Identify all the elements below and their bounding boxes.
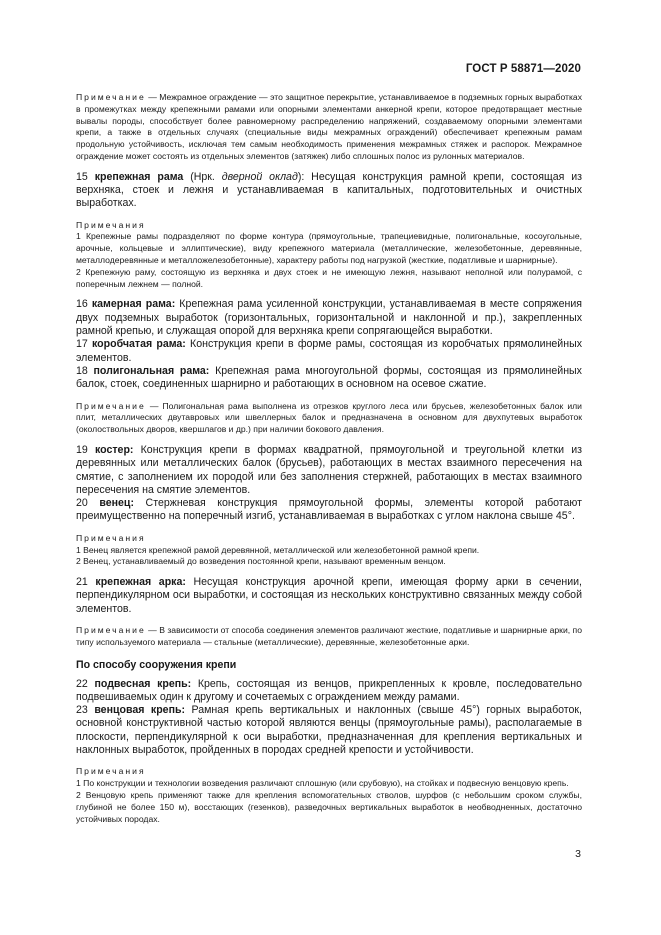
term-22 (76, 678, 582, 705)
note-paragraph (76, 401, 582, 436)
term-definition: Несущая конструкция арочной крепи, имеющая форму арки в сечении, перпендикулярном оси выработки, и состоящая из нескольких конструктивно связанных между собой элементов. (76, 576, 582, 615)
term-name: венец: (99, 497, 134, 510)
note-item: 2 Венец, устанавливаемый до возведения постоянной крепи, называют временным венцом. (76, 556, 446, 567)
term-number: 15 (76, 170, 88, 183)
term-number: 17 (76, 338, 88, 351)
term-16 (76, 298, 582, 338)
page-number: 3 (575, 848, 581, 860)
term-definition: Конструкция крепи в форме рамы, состоящая из коробчатых прямолинейных элементов. (76, 338, 582, 364)
note-paragraph (76, 625, 582, 649)
note-text: — В зависимости от способа соединения элементов различают жесткие, податливые и шарнирные арки, по типу используемого материала — стальные (металлические), деревянные, железобетонные арки. (76, 624, 582, 647)
term-definition: Рамная крепь вертикальных и наклонных (свыше 45°) горных выработок, основной конструктивной частью которой являются венцы (прямоугольные рамы), располагаемые в плоскости, перпендикулярной к оси выработки, предназначенная для крепления вертикальных и наклонных выработок, пройденных в породах средней крепости и устойчивости. (76, 704, 583, 757)
page-content (76, 92, 582, 825)
term-prefix: (Нрк. (183, 170, 222, 183)
term-definition: Крепежная рама усиленной конструкции, устанавливаемая в месте сопряжения двух подземных выработок (горизонтальных, горизонтальной и наклонной и пр.), закрепленных рамной крепью, и служащая опорой для верхняка крепи сопрягающейся выработки. (76, 298, 582, 338)
term-name: костер: (94, 443, 134, 456)
notes-title: Примечания (76, 219, 146, 230)
note-item: 1 По конструкции и технологии возведения различают сплошную (или срубовую), на стойках и подвесную венцовую крепь. (76, 778, 569, 789)
note-item: 2 Крепежную раму, состоящую из верхняка и двух стоек и не имеющую лежня, называют неполной или полурамой, с поперечным лежнем — полной. (76, 266, 582, 289)
term-23 (76, 704, 582, 757)
term-number: 23 (76, 704, 88, 717)
term-number: 19 (76, 443, 88, 456)
note-label: Примечание (76, 92, 146, 102)
term-17 (76, 338, 582, 365)
term-deprecated: дверной оклад (221, 170, 298, 183)
notes-23 (76, 766, 582, 825)
note-text: — Межрамное ограждение — это защитное перекрытие, устанавливаемое в подземных горных выработках в промежутках между крепежными рамами или опорными элементами анкерной крепи, которое предотвращает местные вывалы породы, способствует более равномерному распределению напряжений, создаваемому опорными элементами крепи, а также в отдельных случаях (специальные виды межрамных ограждений) обеспечивает крепежным рамам продольную устойчивость, исключая тем самым необходимость применения межрамных стяжек и распорок. Межрамное ограждение может состоять из отдельных элементов (затяжек) либо сплошных полос из рулонных материалов. (76, 92, 582, 161)
note-label: Примечание (76, 400, 146, 411)
term-number: 18 (76, 364, 88, 377)
notes-title: Примечания (76, 532, 146, 543)
note-item: 1 Крепежные рамы подразделяют по форме контура (прямоугольные, трапециевидные, полигональные, косоугольные, арочные, кольцевые и эллиптические), виду крепежного материала (металлические, железобетонные, деревянные, металлодеревянные и металложелезобетонные), характеру работы под нагрузкой (жесткие, податливые и шарнирные). (76, 231, 582, 266)
notes-15 (76, 220, 582, 291)
term-definition: Конструкция крепи в формах квадратной, прямоугольной и треугольной клетки из деревянных или металлических балок (брусьев), работающих в местах взаимного пересечения на смятие, с заполнением их породой или без заполнения стержней, работающих в местах взаимного пересечения на смятие элементов. (76, 443, 582, 496)
term-definition: ): Несущая конструкция рамной крепи, состоящая из верхняка, стоек и лежня и устанавливаемая в капитальных, подготовительных и очистных выработках. (76, 170, 582, 210)
section-heading: По способу сооружения крепи (76, 658, 237, 671)
term-number: 22 (76, 677, 88, 690)
note-item: 2 Венцовую крепь применяют также для крепления вспомогательных стволов, шурфов (с небольшим сроком службы, глубиной не более 150 м), восстающих (гезенков), разведочных вертикальных выработок в необводненных, достаточно устойчивых породах. (76, 789, 582, 824)
term-19 (76, 444, 582, 497)
term-15 (76, 171, 582, 211)
term-name: венцовая крепь: (94, 704, 186, 717)
document-id: ГОСТ Р 58871—2020 (465, 63, 581, 75)
note-label: Примечание (76, 624, 146, 635)
term-name: крепежная арка: (95, 576, 186, 589)
notes-title: Примечания (76, 766, 146, 777)
term-name: полигональная рама: (93, 364, 210, 377)
note-21 (76, 625, 582, 649)
term-number: 21 (76, 576, 88, 589)
note-interframe (76, 92, 582, 163)
term-number: 16 (76, 298, 88, 311)
term-name: подвесная крепь: (94, 677, 192, 690)
note-text: — Полигональная рама выполнена из отрезков круглого леса или брусьев, железобетонных балок или плит, металлических двутавровых или швеллерных балок и предназначена в основном для двухпутевых выработок (околоствольных дворов, квершлагов и др.) при наличии бокового давления. (76, 400, 582, 435)
term-definition: Стержневая конструкция прямоугольной формы, элементы которой работают преимущественно на поперечный изгиб, устанавливаемая в выработках с углом наклона свыше 45°. (76, 497, 582, 523)
notes-20 (76, 533, 582, 568)
term-18 (76, 365, 582, 392)
term-name: коробчатая рама: (92, 338, 186, 351)
term-number: 20 (76, 497, 88, 510)
term-definition: Крепежная рама многоугольной формы, состоящая из прямолинейных балок, стоек, соединенных шарнирно и работающих в основном на осевое сжатие. (76, 364, 582, 391)
term-20 (76, 497, 582, 524)
term-definition: Крепь, состоящая из венцов, прикрепленных к кровле, последовательно подвешиваемых один к другому и сочетаемых с ограждением между рамами. (76, 677, 582, 703)
term-name: камерная рама: (91, 298, 176, 311)
term-21 (76, 576, 582, 616)
note-18 (76, 401, 582, 436)
note-item: 1 Венец является крепежной рамой деревянной, металлической или железобетонной рамной крепи. (76, 544, 480, 555)
term-name: крепежная рама (94, 170, 184, 183)
